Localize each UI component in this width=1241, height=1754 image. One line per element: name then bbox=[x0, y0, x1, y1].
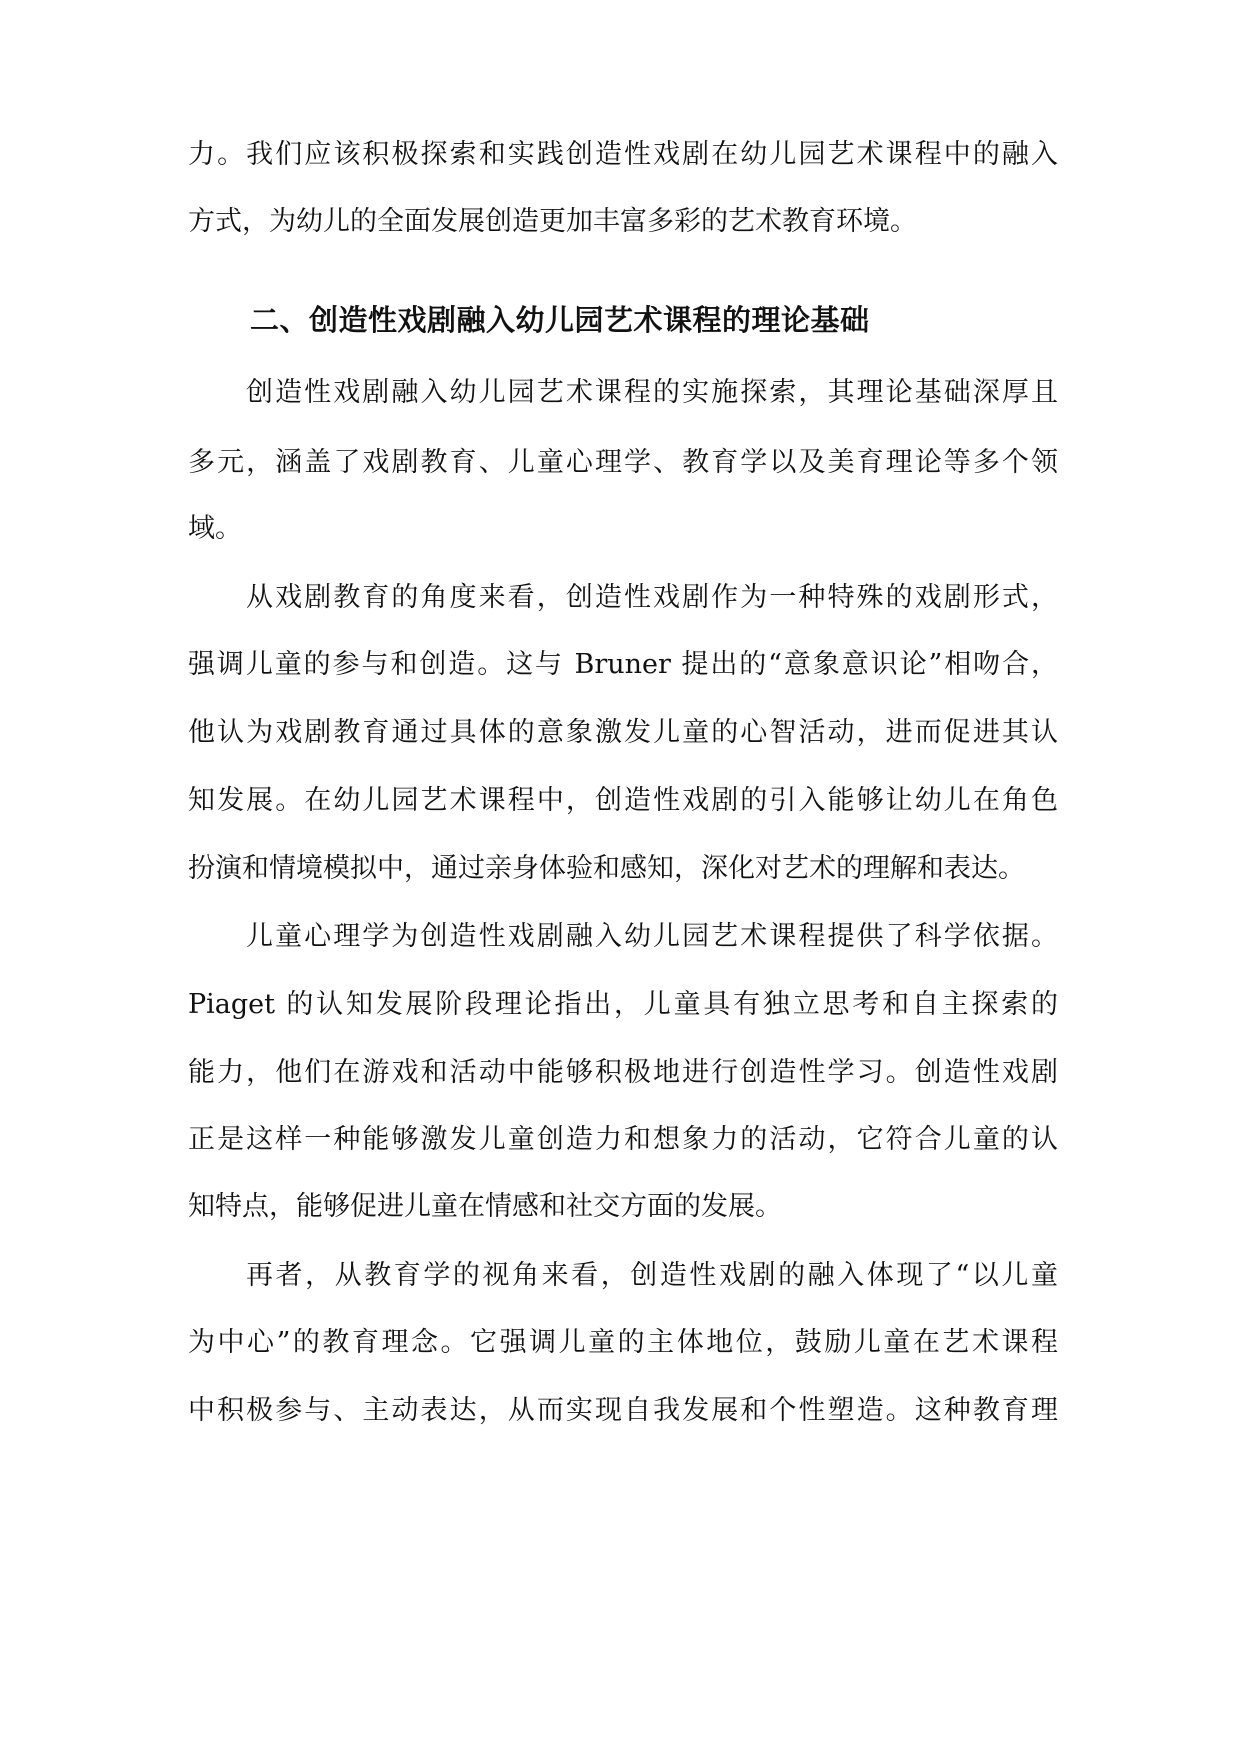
text-line: 正是这样一种能够激发儿童创造力和想象力的活动，它符合儿童的认 bbox=[188, 1124, 1058, 1155]
text-line: 强调儿童的参与和创造。这与 Bruner 提出的“意象意识论”相吻合， bbox=[188, 649, 1058, 680]
text-line: 他认为戏剧教育通过具体的意象激发儿童的心智活动，进而促进其认 bbox=[188, 717, 1058, 748]
text-line: 中积极参与、主动表达，从而实现自我发展和个性塑造。这种教育理 bbox=[188, 1395, 1058, 1426]
text-line: 多元，涵盖了戏剧教育、儿童心理学、教育学以及美育理论等多个领 bbox=[188, 447, 1058, 478]
section-heading: 二、创造性戏剧融入幼儿园艺术课程的理论基础 bbox=[250, 303, 870, 337]
text-line: 能力，他们在游戏和活动中能够积极地进行创造性学习。创造性戏剧 bbox=[188, 1057, 1058, 1088]
text-line: 知发展。在幼儿园艺术课程中，创造性戏剧的引入能够让幼儿在角色 bbox=[188, 785, 1058, 816]
text-line: Piaget 的认知发展阶段理论指出，儿童具有独立思考和自主探索的 bbox=[188, 989, 1058, 1020]
text-line: 儿童心理学为创造性戏剧融入幼儿园艺术课程提供了科学依据。 bbox=[246, 921, 1058, 952]
text-line: 知特点，能够促进儿童在情感和社交方面的发展。 bbox=[188, 1191, 782, 1222]
text-line: 力。我们应该积极探索和实践创造性戏剧在幼儿园艺术课程中的融入 bbox=[188, 139, 1058, 170]
text-line: 为中心”的教育理念。它强调儿童的主体地位，鼓励儿童在艺术课程 bbox=[188, 1327, 1058, 1358]
text-line: 再者，从教育学的视角来看，创造性戏剧的融入体现了“以儿童 bbox=[246, 1260, 1058, 1291]
text-line: 方式，为幼儿的全面发展创造更加丰富多彩的艺术教育环境。 bbox=[188, 206, 917, 237]
text-line: 域。 bbox=[188, 513, 242, 544]
text-line: 从戏剧教育的角度来看，创造性戏剧作为一种特殊的戏剧形式， bbox=[246, 582, 1058, 613]
text-line: 创造性戏剧融入幼儿园艺术课程的实施探索，其理论基础深厚且 bbox=[246, 377, 1058, 408]
text-line: 扮演和情境模拟中，通过亲身体验和感知，深化对艺术的理解和表达。 bbox=[188, 853, 1025, 884]
